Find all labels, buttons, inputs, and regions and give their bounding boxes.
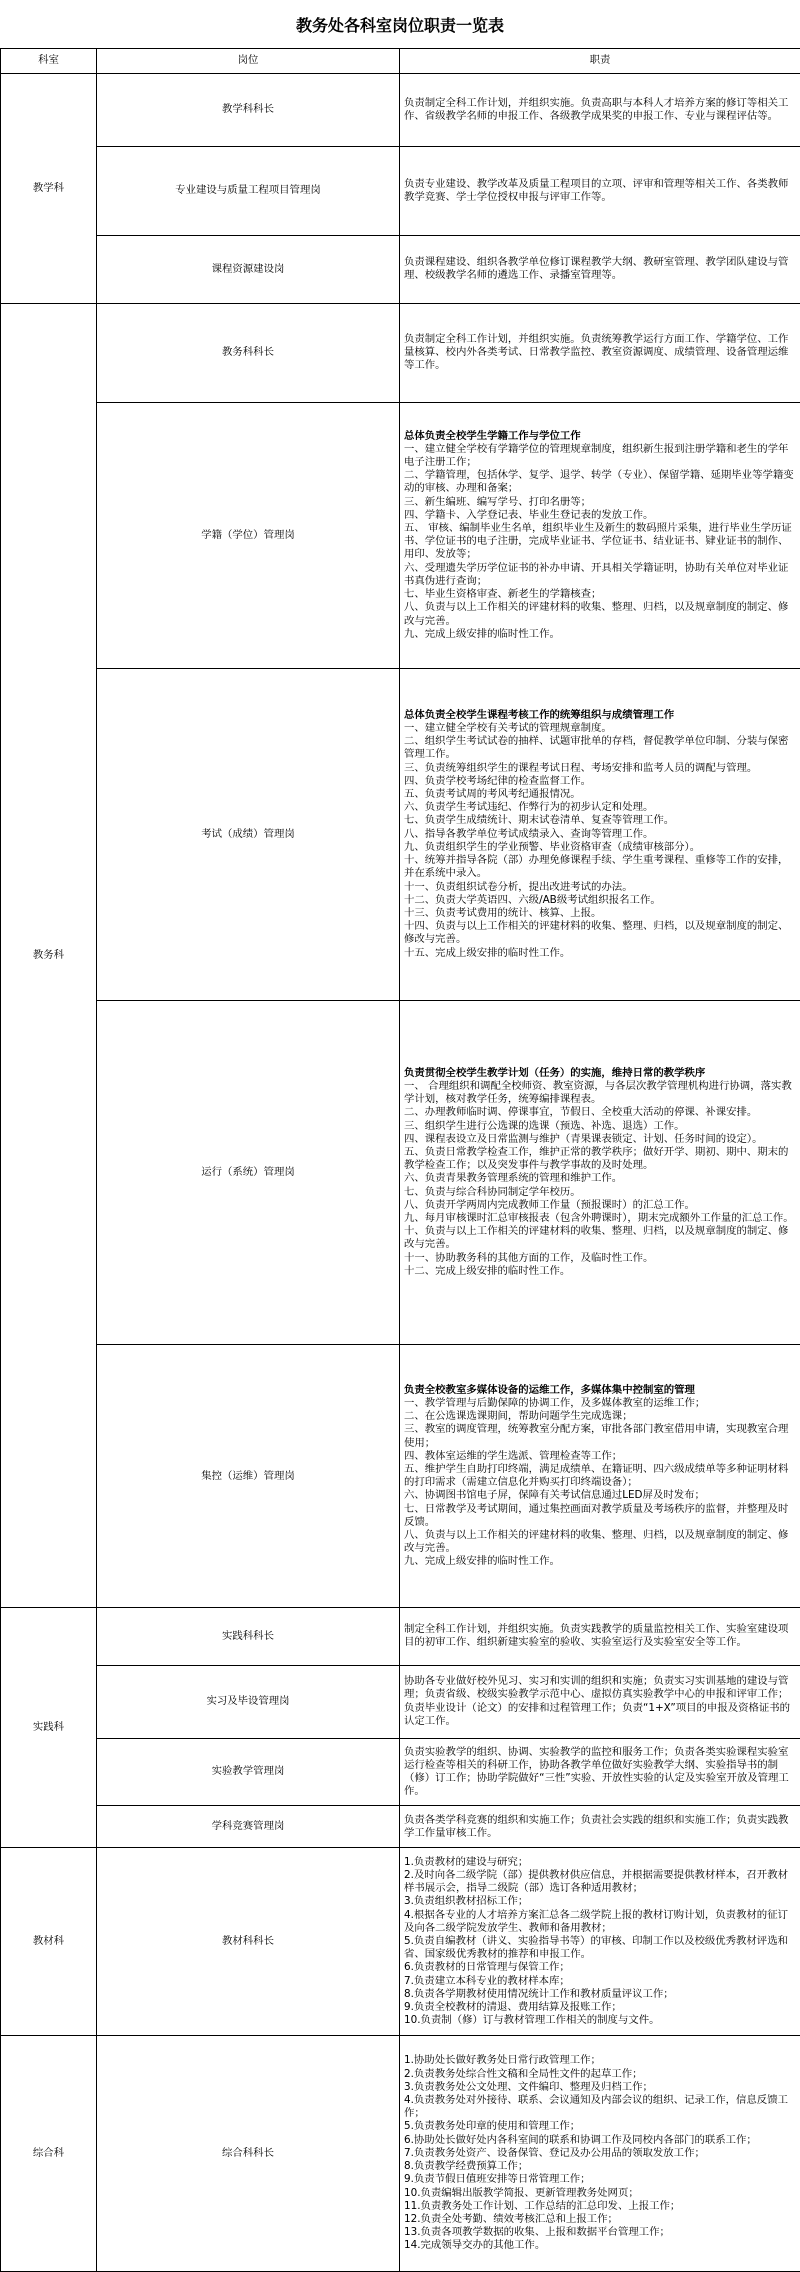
duty-cell (400, 402, 800, 668)
post-cell: 学科竞赛管理岗 (97, 1806, 400, 1848)
duty-line: 8.负责教学经费预算工作； (404, 2160, 529, 2173)
duty-cell (400, 668, 800, 1000)
duty-line: 一、建立健全学校有学籍学位的管理规章制度，组织新生报到注册学籍和老生的学年电子注册工作； (404, 442, 789, 469)
dept-cell: 综合科 (1, 2036, 97, 2272)
duty-cell (400, 1848, 800, 2036)
duty-line: 14.完成领导交办的其他工作。 (404, 2239, 546, 2252)
duty-line: 七、毕业生资格审查、新老生的学籍核查； (404, 588, 602, 601)
header-duty: 职责 (400, 49, 800, 74)
duty-line: 8.负责各学期教材使用情况统计工作和教材质量评议工作； (404, 1987, 674, 2000)
table-row (1, 1738, 800, 1806)
duty-line: 九、负责组织学生的学业预警、毕业资格审查（成绩审核部分）。 (404, 840, 701, 853)
duty-line: 十、统筹并指导各院（部）办理免修课程手续、学生重考课程、重修等工作的安排，并在系统中录入。 (404, 854, 789, 880)
duty-line: 2.及时向各二级学院（部）提供教材供应信息，并根据需要提供教材样本，召开教材样书展示会，指导二级院（部）选订各种适用教材； (404, 1868, 788, 1895)
duty-line: 4.根据各专业的人才培养方案汇总各二级学院上报的教材订购计划，负责教材的征订及向各二级学院发放学生、教师和备用教材； (404, 1908, 788, 1934)
duty-line: 9.负责节假日值班安排等日常管理工作； (404, 2173, 591, 2186)
duty-line: 五、维护学生自助打印终端，满足成绩单、在籍证明、四六级成绩单等多种证明材料的打印需求（需建立信息化并购买打印终端设备）； (404, 1462, 789, 1489)
duty-line: 五、负责考试周的考风考纪通报情况。 (404, 788, 581, 801)
duty-line: 1.负责教材的建设与研究； (404, 1855, 529, 1868)
duty-line: 四、教体室运维的学生选派、管理检查等工作； (404, 1449, 623, 1462)
duty-line: 二、在公选课选课期间，帮助问题学生完成选课； (404, 1410, 633, 1423)
duty-line: 一、 合理组织和调配全校师资、教室资源，与各层次教学管理机构进行协调，落实教学计划，核对教学任务，统筹编排课程表。 (404, 1080, 792, 1106)
duty-line: 十四、负责与以上工作相关的评建材料的收集、整理、归档，以及规章制度的制定、修改与完善。 (404, 920, 789, 946)
duty-line: 负责各类学科竞赛的组织和实施工作；负责社会实践的组织和实施工作；负责实践教学工作量审核工作。 (404, 1813, 789, 1839)
duty-line: 1.协助处长做好教务处日常行政管理工作； (404, 2054, 601, 2067)
post-cell: 课程资源建设岗 (97, 235, 400, 303)
duty-cell (400, 147, 800, 236)
duty-line: 三、新生编班、编写学号、打印名册等； (404, 495, 592, 508)
duty-cell (400, 235, 800, 303)
dept-cell: 教务科 (1, 303, 97, 1608)
post-cell: 专业建设与质量工程项目管理岗 (97, 147, 400, 236)
dept-cell: 教学科 (1, 74, 97, 304)
duty-cell (400, 1345, 800, 1608)
duty-line: 7.负责建立本科专业的教材样本库； (404, 1974, 570, 1987)
duty-line: 五、负责日常教学检查工作，维护正常的教学秩序；做好开学、期初、期中、期末的教学检查工作；以及突发事件与教学事故的及时处理。 (404, 1146, 789, 1172)
duty-cell (400, 1000, 800, 1344)
dept-cell: 实践科 (1, 1608, 97, 1848)
duty-line: 十二、完成上级安排的临时性工作。 (404, 1264, 571, 1277)
duty-line: 5.负责教务处印章的使用和管理工作； (404, 2120, 581, 2133)
duty-line: 八、负责开学两周内完成教师工作量（预报课时）的汇总工作。 (404, 1198, 695, 1211)
table-row (1, 1848, 800, 2036)
post-cell: 运行（系统）管理岗 (97, 1000, 400, 1344)
duty-line: 协助各专业做好校外见习、实习和实训的组织和实施；负责实习实训基地的建设与管理；负责省级、校级实验教学示范中心、虚拟仿真实验教学中心的申报和评审工作；负责毕业设计（论文）的安排和过程管理工作；负责“1+X”项目的申报及资格证书的认定工作。 (404, 1675, 791, 1727)
post-cell: 实践科科长 (97, 1608, 400, 1665)
duty-line: 六、负责青果教务管理系统的管理和维护工作。 (404, 1172, 623, 1185)
table-row (1, 1806, 800, 1848)
table-row (1, 147, 800, 236)
duty-line: 10.负责编辑出版教学简报、更新管理教务处网页； (404, 2186, 639, 2199)
table-row (1, 235, 800, 303)
duty-cell (400, 303, 800, 402)
post-cell: 综合科科长 (97, 2036, 400, 2272)
duty-line: 十三、负责考试费用的统计、核算、上报。 (404, 906, 602, 919)
duty-line: 13.负责各项教学数据的收集、上报和数据平台管理工作； (404, 2226, 670, 2239)
document-title: 教务处各科室岗位职责一览表 (295, 15, 504, 35)
duty-line: 三、组织学生进行公选课的选课（预选、补选、退选）工作。 (404, 1119, 685, 1132)
duty-line: 四、课程表设立及日常监测与维护（青果课表锁定、计划、任务时间的设定）。 (404, 1132, 763, 1145)
duty-line: 八、负责与以上工作相关的评建材料的收集、整理、归档，以及规章制度的制定、修改与完善。 (404, 601, 789, 627)
duty-cell (400, 1608, 800, 1665)
duty-line: 5.负责自编教材（讲义、实验指导书等）的审核、印制工作以及校级优秀教材评选和省、国家级优秀教材的推荐和申报工作。 (404, 1934, 788, 1961)
duty-line: 12.负责全处考勤、绩效考核汇总和上报工作； (404, 2212, 618, 2225)
duty-line: 4.负责教务处对外接待、联系、会议通知及内部会议的组织、记录工作，信息反馈工作； (404, 2094, 788, 2120)
duty-line: 负责专业建设、教学改革及质量工程项目的立项、评审和管理等相关工作、各类教师教学竞赛、学士学位授权申报与评审工作等。 (404, 177, 789, 203)
duty-line: 九、每月审核课时汇总审核报表（包含外聘课时），期末完成额外工作量的汇总工作。 (404, 1212, 794, 1225)
table-row (1, 1608, 800, 1665)
duty-cell (400, 74, 800, 147)
duty-line: 制定全科工作计划，并组织实施。负责实践教学的质量监控相关工作、实验室建设项目的初审工作、组织新建实验室的验收、实验室运行及实验室安全等工作。 (404, 1623, 789, 1649)
post-cell: 教学科科长 (97, 74, 400, 147)
table-row (1, 1000, 800, 1344)
duty-line: 负责贯彻全校学生教学计划（任务）的实施，维持日常的教学秩序 (404, 1066, 706, 1079)
duty-line: 五、 审核、编制毕业生名单，组织毕业生及新生的数码照片采集，进行毕业生学历证书、学位证书的电子注册，完成毕业证书、学位证书、结业证书、肄业证书的制作、用印、发放等； (404, 522, 792, 561)
duty-line: 七、负责与综合科协同制定学年校历。 (404, 1185, 581, 1198)
duty-line: 11.负责教务处工作计划、工作总结的汇总印发、上报工作； (404, 2199, 681, 2212)
duty-cell (400, 2036, 800, 2272)
duty-line: 七、负责学生成绩统计、期末试卷清单、复查等管理工作。 (404, 814, 675, 827)
duty-line: 八、负责与以上工作相关的评建材料的收集、整理、归档，以及规章制度的制定、修改与完善。 (404, 1528, 789, 1555)
duty-line: 七、日常教学及考试期间，通过集控画面对教学质量及考场秩序的监督，并整理及时反馈。 (404, 1502, 789, 1528)
duty-line: 十一、协助教务科的其他方面的工作，及临时性工作。 (404, 1251, 654, 1264)
table-row (1, 2036, 800, 2272)
table-row (1, 74, 800, 147)
duty-line: 6.协助处长做好处内各科室间的联系和协调工作及同校内各部门的联系工作； (404, 2133, 757, 2146)
table-row (1, 1345, 800, 1608)
duty-line: 2.负责教务处综合性文稿和全局性文件的起草工作； (404, 2067, 643, 2080)
table-row (1, 402, 800, 668)
table-row (1, 303, 800, 402)
duty-cell (400, 1806, 800, 1848)
duty-line: 十一、负责组织试卷分析，提出改进考试的办法。 (404, 880, 633, 893)
post-cell: 集控（运维）管理岗 (97, 1345, 400, 1608)
duty-line: 三、负责统筹组织学生的课程考试日程、考场安排和监考人员的调配与管理。 (404, 761, 758, 774)
duty-line: 二、组织学生考试试卷的抽样、试题审批单的存档，督促教学单位印制、分装与保密管理工作。 (404, 735, 789, 761)
duty-line: 九、完成上级安排的临时性工作。 (404, 1555, 560, 1568)
table-row (1, 668, 800, 1000)
duty-cell (400, 1665, 800, 1738)
duty-line: 10.负责制（修）订与教材管理工作相关的制度与文件。 (404, 2014, 660, 2027)
duty-line: 三、教室的调度管理，统筹教室分配方案，审批各部门教室借用申请，实现教室合理使用； (404, 1423, 789, 1449)
duty-line: 二、学籍管理，包括休学、复学、退学、转学（专业）、保留学籍、延期毕业等学籍变动的审核、办理和备案； (404, 469, 794, 495)
duty-line: 十二、负责大学英语四、六级/AB级考试组织报名工作。 (404, 893, 661, 906)
header-dept: 科室 (1, 49, 97, 74)
post-cell: 学籍（学位）管理岗 (97, 402, 400, 668)
duty-line: 负责实验教学的组织、协调、实验教学的监控和服务工作；负责各类实验课程实验室运行检查等相关的科研工作，协助各教学单位做好实验教学大纲、实验指导书的制（修）订工作；协助学院做好“三性”实验、开放性实验的认定及实验室开放及管理工作。 (404, 1745, 789, 1798)
duty-line: 四、负责学校考场纪律的检查监督工作。 (404, 774, 592, 787)
duty-line: 二、办理教师临时调、停课事宜，节假日、全校重大活动的停课、补课安排。 (404, 1106, 758, 1119)
duty-line: 六、协调图书馆电子屏，保障有关考试信息通过LED屏及时发布； (404, 1489, 705, 1502)
post-cell: 实习及毕设管理岗 (97, 1665, 400, 1738)
duty-line: 6.负责教材的日常管理与保管工作； (404, 1961, 570, 1974)
duty-line: 一、建立健全学校有关考试的管理规章制度。 (404, 722, 612, 735)
post-cell: 考试（成绩）管理岗 (97, 668, 400, 1000)
duty-line: 负责制定全科工作计划，并组织实施。负责统筹教学运行方面工作、学籍学位、工作量核算、校内外各类考试、日常教学监控、教室资源调度、成绩管理、设备管理运维等工作。 (404, 332, 789, 372)
duty-line: 四、学籍卡、入学登记表、毕业生登记表的发放工作。 (404, 508, 654, 521)
duty-line: 十五、完成上级安排的临时性工作。 (404, 946, 571, 959)
post-cell: 教务科科长 (97, 303, 400, 402)
table-row (1, 1665, 800, 1738)
post-cell: 教材科科长 (97, 1848, 400, 2036)
duty-line: 六、受理遗失学历学位证书的补办申请、开具相关学籍证明，协助有关单位对毕业证书真伪进行查询； (404, 561, 789, 587)
table-body (1, 74, 800, 2272)
dept-cell: 教材科 (1, 1848, 97, 2036)
duty-line: 负责制定全科工作计划，并组织实施。负责高职与本科人才培养方案的修订等相关工作、省级教学名师的申报工作、各级教学成果奖的申报工作、专业与课程评估等。 (404, 96, 789, 123)
duty-line: 六、负责学生考试违纪、作弊行为的初步认定和处理。 (404, 801, 654, 814)
duty-table (0, 48, 800, 2272)
duty-line: 十、负责与以上工作相关的评建材料的收集、整理、归档，以及规章制度的制定、修改与完善。 (404, 1225, 789, 1251)
table-header-row (1, 49, 800, 74)
duty-line: 九、完成上级安排的临时性工作。 (404, 627, 560, 640)
header-post: 岗位 (97, 49, 400, 74)
duty-line: 3.负责组织教材招标工作； (404, 1895, 529, 1908)
duty-line: 7.负责教务处资产、设备保管、登记及办公用品的领取发放工作； (404, 2146, 705, 2159)
post-cell: 实验教学管理岗 (97, 1738, 400, 1806)
duty-line: 八、指导各教学单位考试成绩录入、查询等管理工作。 (404, 827, 654, 840)
duty-line: 一、教学管理与后勤保障的协调工作，及多媒体教室的运维工作； (404, 1396, 706, 1409)
duty-line: 负责课程建设、组织各教学单位修订课程教学大纲、教研室管理、教学团队建设与管理、校级教学名师的遴选工作、录播室管理等。 (404, 255, 789, 282)
duty-line: 总体负责全校学生学籍工作与学位工作 (404, 429, 581, 442)
duty-line: 总体负责全校学生课程考核工作的统筹组织与成绩管理工作 (404, 708, 675, 721)
duty-line: 3.负责教务处公文处理、文件编印、整理及归档工作； (404, 2080, 653, 2093)
duty-line: 9.负责全校教材的清退、费用结算及报账工作； (404, 2000, 622, 2013)
duty-line: 负责全校教室多媒体设备的运维工作，多媒体集中控制室的管理 (404, 1383, 695, 1396)
duty-cell (400, 1738, 800, 1806)
